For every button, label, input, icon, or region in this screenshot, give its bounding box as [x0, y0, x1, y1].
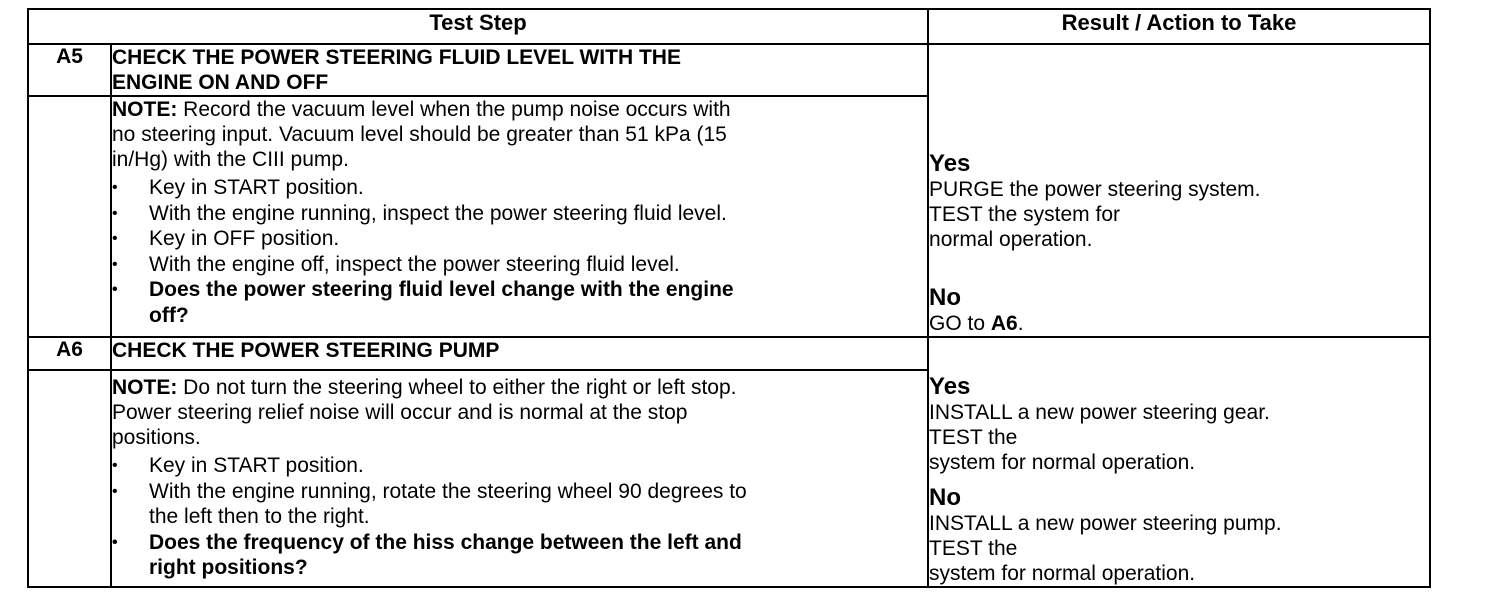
- note-text: Power steering relief noise will occur and is normal at the stop: [112, 401, 688, 424]
- note-label: NOTE:: [112, 98, 178, 121]
- step-title-line: CHECK THE POWER STEERING FLUID LEVEL WITH THE: [112, 46, 681, 69]
- step-list: [112, 175, 927, 328]
- note-text: Do not turn the steering wheel to either the right or left stop.: [177, 376, 737, 399]
- note-text: no steering input. Vacuum level should be greater than 51 kPa (15: [112, 123, 727, 146]
- note-text: positions.: [112, 426, 201, 449]
- step-body: [111, 370, 928, 587]
- step-list: [112, 453, 927, 581]
- list-item: • With the engine running, inspect the power steering fluid level.: [112, 201, 927, 227]
- yes-action-line: system for normal operation.: [929, 451, 1196, 474]
- yes-action-line: INSTALL a new power steering gear.: [929, 401, 1270, 424]
- yes-action-line: TEST the system for: [929, 203, 1121, 226]
- question-item: [112, 530, 927, 581]
- yes-action-line: normal operation.: [929, 228, 1093, 251]
- question-line: right positions?: [149, 556, 308, 579]
- step-body: [111, 96, 928, 337]
- note: [112, 97, 927, 172]
- step-title-line: ENGINE ON AND OFF: [112, 71, 329, 94]
- yes-label: Yes: [929, 373, 971, 400]
- step-reference: A6: [990, 312, 1018, 335]
- question-item: [112, 277, 927, 328]
- no-action-line: system for normal operation.: [929, 562, 1196, 585]
- note-text: Record the vacuum level when the pump noise occurs with: [177, 98, 731, 121]
- list-item: • Key in START position.: [112, 453, 927, 479]
- note-label: NOTE:: [112, 376, 178, 399]
- step-title: [111, 44, 928, 96]
- question-line: • Does the frequency of the hiss change between the left and: [149, 530, 742, 554]
- step-title: [111, 337, 928, 370]
- diagnostic-table: [27, 8, 1431, 588]
- step-a6-result: [928, 337, 1430, 587]
- step-title-line: CHECK THE POWER STEERING PUMP: [112, 339, 500, 362]
- test-step-header: Test Step: [28, 9, 928, 44]
- no-label: No: [929, 284, 962, 311]
- yes-label: Yes: [929, 150, 971, 177]
- yes-action-line: PURGE the power steering system.: [929, 178, 1261, 201]
- no-action-line: TEST the: [929, 537, 1018, 560]
- step-id-blank: [28, 96, 111, 337]
- list-item: [112, 479, 927, 530]
- step-id: A5: [28, 44, 111, 96]
- no-action-line: INSTALL a new power steering pump.: [929, 512, 1282, 535]
- no-action-text: GO to: [929, 312, 991, 335]
- no-action-punct: .: [1017, 312, 1024, 335]
- list-item-line: • With the engine running, rotate the steering wheel 90 degrees to: [149, 479, 747, 503]
- step-id-blank: [28, 370, 111, 587]
- yes-action-line: TEST the: [929, 426, 1018, 449]
- list-item: • With the engine off, inspect the power steering fluid level.: [112, 252, 927, 278]
- note: [112, 375, 927, 450]
- question-line: off?: [149, 303, 189, 327]
- no-action-line: [929, 311, 1429, 336]
- step-a5-result: [928, 44, 1430, 337]
- list-item: • Key in OFF position.: [112, 226, 927, 252]
- step-a5-title-row: [28, 44, 1430, 96]
- list-item: • Key in START position.: [112, 175, 927, 201]
- step-a6-title-row: [28, 337, 1430, 370]
- list-item-line: the left then to the right.: [149, 505, 370, 528]
- question-line: • Does the power steering fluid level change with the engine: [149, 278, 734, 301]
- no-label: No: [929, 484, 962, 511]
- header-row: [28, 9, 1430, 44]
- note-text: in/Hg) with the CIII pump.: [112, 148, 349, 171]
- result-action-header: Result / Action to Take: [928, 9, 1430, 44]
- step-id: A6: [28, 337, 111, 370]
